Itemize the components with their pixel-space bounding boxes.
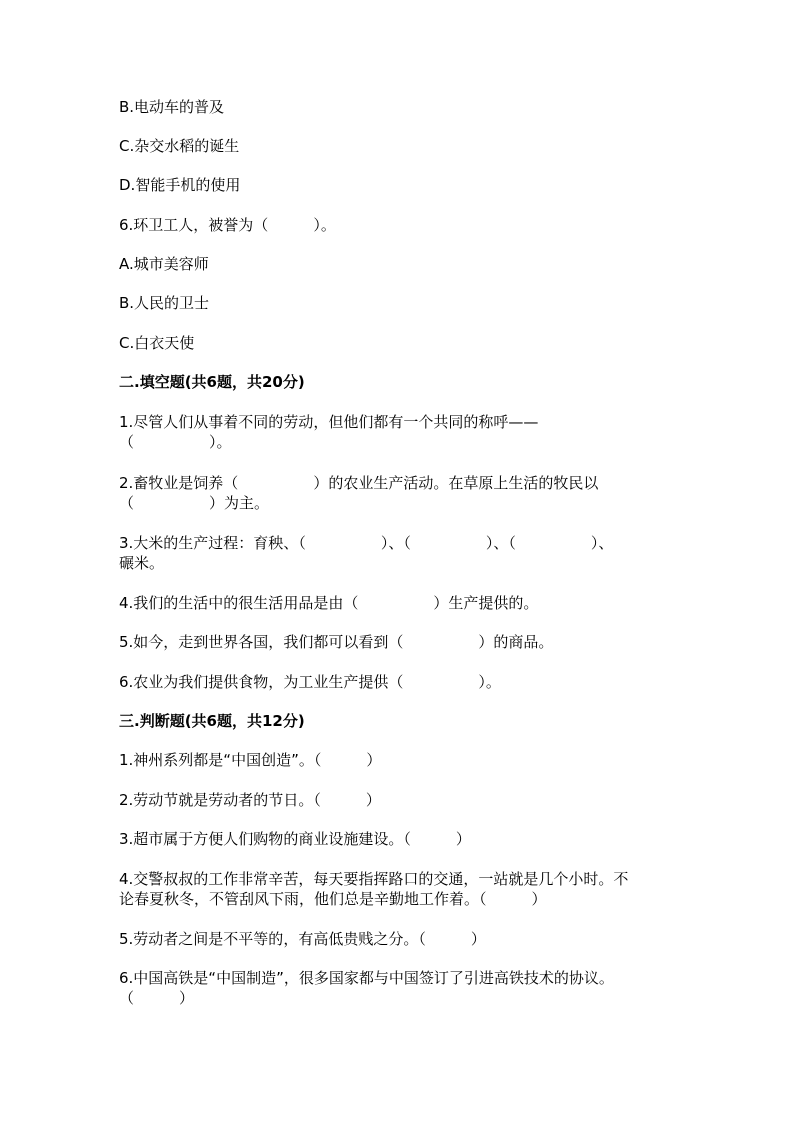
fill-q2-line2: （ ）为主。 [119, 494, 270, 512]
section-2-title: 二.填空题(共6题，共20分) [119, 373, 305, 391]
option-c-hybrid-rice: C.杂交水稻的诞生 [119, 137, 240, 155]
judge-q4-line1: 4.交警叔叔的工作非常辛苦，每天要指挥路口的交通，一站就是几个小时。不 [119, 870, 629, 888]
fill-q4: 4.我们的生活中的很生活用品是由（ ）生产提供的。 [119, 594, 539, 612]
judge-q5: 5.劳动者之间是不平等的，有高低贵贱之分。（ ） [119, 930, 486, 948]
section-3-title: 三.判断题(共6题，共12分) [119, 712, 305, 730]
fill-q3-line1: 3.大米的生产过程：育秧、（ ）、（ ）、（ ）、 [119, 534, 614, 552]
fill-q3-line2: 碾米。 [119, 554, 165, 572]
fill-q6: 6.农业为我们提供食物，为工业生产提供（ ）。 [119, 673, 501, 691]
question-6-option-b: B.人民的卫士 [119, 294, 210, 312]
fill-q1-line1: 1.尽管人们从事着不同的劳动，但他们都有一个共同的称呼—— [119, 413, 539, 431]
judge-q1: 1.神州系列都是“中国创造”。（ ） [119, 751, 382, 769]
question-6-option-a: A.城市美容师 [119, 255, 209, 273]
judge-q4-line2: 论春夏秋冬，不管刮风下雨，他们总是辛勤地工作着。（ ） [119, 890, 547, 908]
judge-q2: 2.劳动节就是劳动者的节日。（ ） [119, 791, 381, 809]
question-6-option-c: C.白衣天使 [119, 334, 195, 352]
question-6-stem: 6.环卫工人，被誉为（ ）。 [119, 216, 336, 234]
fill-q2-line1: 2.畜牧业是饲养（ ）的农业生产活动。在草原上生活的牧民以 [119, 474, 599, 492]
fill-q1-line2: （ ）。 [119, 433, 232, 451]
judge-q6-line1: 6.中国高铁是“中国制造”，很多国家都与中国签订了引进高铁技术的协议。 [119, 969, 614, 987]
fill-q5: 5.如今，走到世界各国，我们都可以看到（ ）的商品。 [119, 633, 554, 651]
judge-q6-line2: （ ） [119, 989, 195, 1007]
option-b-ebike: B.电动车的普及 [119, 98, 225, 116]
option-d-smartphone: D.智能手机的使用 [119, 176, 241, 194]
judge-q3: 3.超市属于方便人们购物的商业设施建设。（ ） [119, 830, 471, 848]
